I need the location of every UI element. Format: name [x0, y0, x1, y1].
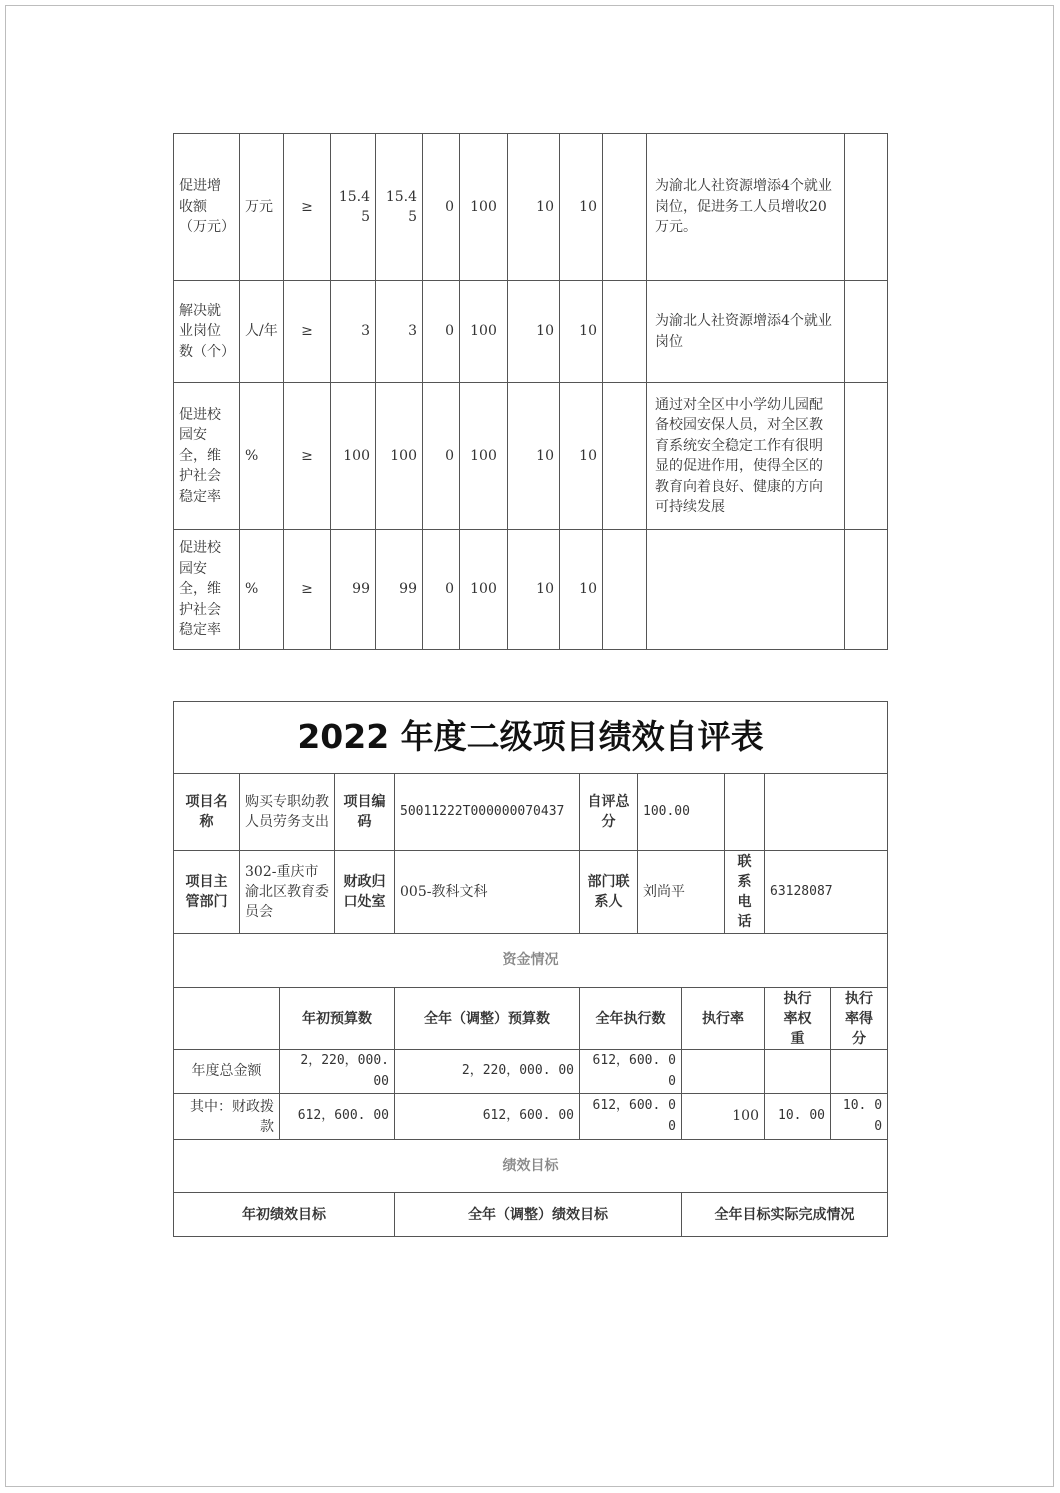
- indicator-plan: 100: [331, 383, 376, 530]
- indicator-operator: ≥: [284, 134, 331, 281]
- indicator-description: 为渝北人社资源增添4个就业岗位: [647, 281, 845, 383]
- indicator-score: 10: [560, 134, 603, 281]
- self-evaluation-table: [173, 701, 888, 1237]
- indicator-rate: 100: [460, 281, 508, 383]
- indicator-remark: [845, 134, 888, 281]
- indicator-weight: 10: [508, 383, 560, 530]
- indicator-weight: 10: [508, 281, 560, 383]
- self-score-value: 100.00: [638, 774, 725, 851]
- finance-office-label: 财政归口处室: [335, 851, 395, 934]
- table-row: [174, 1193, 888, 1237]
- project-code-value: 50011222T000000070437: [395, 774, 580, 851]
- table-row: [174, 530, 888, 650]
- indicator-blank: [603, 530, 647, 650]
- table-row: [174, 851, 888, 934]
- indicator-actual: 100: [376, 383, 423, 530]
- indicator-rate: 100: [460, 530, 508, 650]
- table-row: [174, 1094, 888, 1140]
- indicator-operator: ≥: [284, 281, 331, 383]
- table-row: [174, 281, 888, 383]
- goal-section-header: 绩效目标: [174, 1140, 888, 1193]
- phone-value: 63128087: [765, 851, 888, 934]
- dept-label: 项目主管部门: [174, 851, 240, 934]
- table-row: [174, 774, 888, 851]
- indicator-unit: %: [240, 383, 284, 530]
- project-name-label: 项目名称: [174, 774, 240, 851]
- indicator-remark: [845, 383, 888, 530]
- fund-row-label: 其中：财政拨款: [174, 1094, 280, 1140]
- indicator-operator: ≥: [284, 530, 331, 650]
- finance-office-value: 005-教科文科: [395, 851, 580, 934]
- project-name-value: 购买专职幼教人员劳务支出: [240, 774, 335, 851]
- indicator-score: 10: [560, 281, 603, 383]
- goal-header-actual: 全年目标实际完成情况: [682, 1193, 888, 1237]
- fund-score: [831, 1050, 888, 1094]
- indicator-deviation: 0: [423, 530, 460, 650]
- indicator-deviation: 0: [423, 134, 460, 281]
- fund-rate: [682, 1050, 765, 1094]
- form-title-row: [174, 702, 888, 774]
- indicator-plan: 99: [331, 530, 376, 650]
- fund-header-adjusted: 全年（调整）预算数: [395, 988, 580, 1050]
- indicator-name: 促进校园安全，维护社会稳定率: [174, 383, 240, 530]
- indicator-unit: %: [240, 530, 284, 650]
- fund-weight: [765, 1050, 831, 1094]
- goal-header-adjusted: 全年（调整）绩效目标: [395, 1193, 682, 1237]
- fund-header-score: 执行率得分: [831, 988, 888, 1050]
- table-row: [174, 988, 888, 1050]
- indicator-name: 解决就业岗位数（个）: [174, 281, 240, 383]
- indicator-actual: 99: [376, 530, 423, 650]
- indicator-score: 10: [560, 530, 603, 650]
- indicator-weight: 10: [508, 134, 560, 281]
- fund-initial: 612，600. 00: [280, 1094, 395, 1140]
- project-code-label: 项目编码: [335, 774, 395, 851]
- blank-cell: [725, 774, 765, 851]
- fund-header-executed: 全年执行数: [580, 988, 682, 1050]
- contact-value: 刘尚平: [638, 851, 725, 934]
- contact-label: 部门联系人: [580, 851, 638, 934]
- indicator-deviation: 0: [423, 383, 460, 530]
- fund-header-weight: 执行率权重: [765, 988, 831, 1050]
- fund-executed: 612，600. 00: [580, 1094, 682, 1140]
- fund-initial: 2，220，000. 00: [280, 1050, 395, 1094]
- dept-value: 302-重庆市渝北区教育委员会: [240, 851, 335, 934]
- indicator-unit: 人/年: [240, 281, 284, 383]
- indicator-blank: [603, 383, 647, 530]
- indicator-operator: ≥: [284, 383, 331, 530]
- indicator-score: 10: [560, 383, 603, 530]
- self-score-label: 自评总分: [580, 774, 638, 851]
- table-row: [174, 383, 888, 530]
- table-row: [174, 1050, 888, 1094]
- indicator-name: 促进校园安全，维护社会稳定率: [174, 530, 240, 650]
- indicator-rate: 100: [460, 383, 508, 530]
- fund-score: 10. 00: [831, 1094, 888, 1140]
- indicator-weight: 10: [508, 530, 560, 650]
- indicator-remark: [845, 281, 888, 383]
- blank-cell: [765, 774, 888, 851]
- table-row: [174, 1140, 888, 1193]
- indicator-description: [647, 530, 845, 650]
- fund-rate: 100: [682, 1094, 765, 1140]
- indicator-deviation: 0: [423, 281, 460, 383]
- indicator-actual: 15.45: [376, 134, 423, 281]
- fund-weight: 10. 00: [765, 1094, 831, 1140]
- fund-header-rate: 执行率: [682, 988, 765, 1050]
- indicator-table: [173, 133, 888, 650]
- indicator-remark: [845, 530, 888, 650]
- goal-header-initial: 年初绩效目标: [174, 1193, 395, 1237]
- blank-cell: [174, 988, 280, 1050]
- indicator-actual: 3: [376, 281, 423, 383]
- fund-row-label: 年度总金额: [174, 1050, 280, 1094]
- fund-executed: 612，600. 00: [580, 1050, 682, 1094]
- indicator-blank: [603, 134, 647, 281]
- indicator-name: 促进增收额（万元）: [174, 134, 240, 281]
- fund-header-initial: 年初预算数: [280, 988, 395, 1050]
- indicator-plan: 3: [331, 281, 376, 383]
- fund-section-header: 资金情况: [174, 934, 888, 988]
- indicator-unit: 万元: [240, 134, 284, 281]
- indicator-description: 为渝北人社资源增添4个就业岗位，促进务工人员增收20万元。: [647, 134, 845, 281]
- phone-label: 联系电话: [725, 851, 765, 934]
- fund-adjusted: 612，600. 00: [395, 1094, 580, 1140]
- indicator-plan: 15.45: [331, 134, 376, 281]
- form-title: 2022 年度二级项目绩效自评表: [174, 702, 888, 774]
- indicator-description: 通过对全区中小学幼儿园配备校园安保人员，对全区教育系统安全稳定工作有很明显的促进作用，使得全区的教育向着良好、健康的方向可持续发展: [647, 383, 845, 530]
- indicator-rate: 100: [460, 134, 508, 281]
- fund-adjusted: 2，220，000. 00: [395, 1050, 580, 1094]
- table-row: [174, 134, 888, 281]
- indicator-blank: [603, 281, 647, 383]
- table-row: [174, 934, 888, 988]
